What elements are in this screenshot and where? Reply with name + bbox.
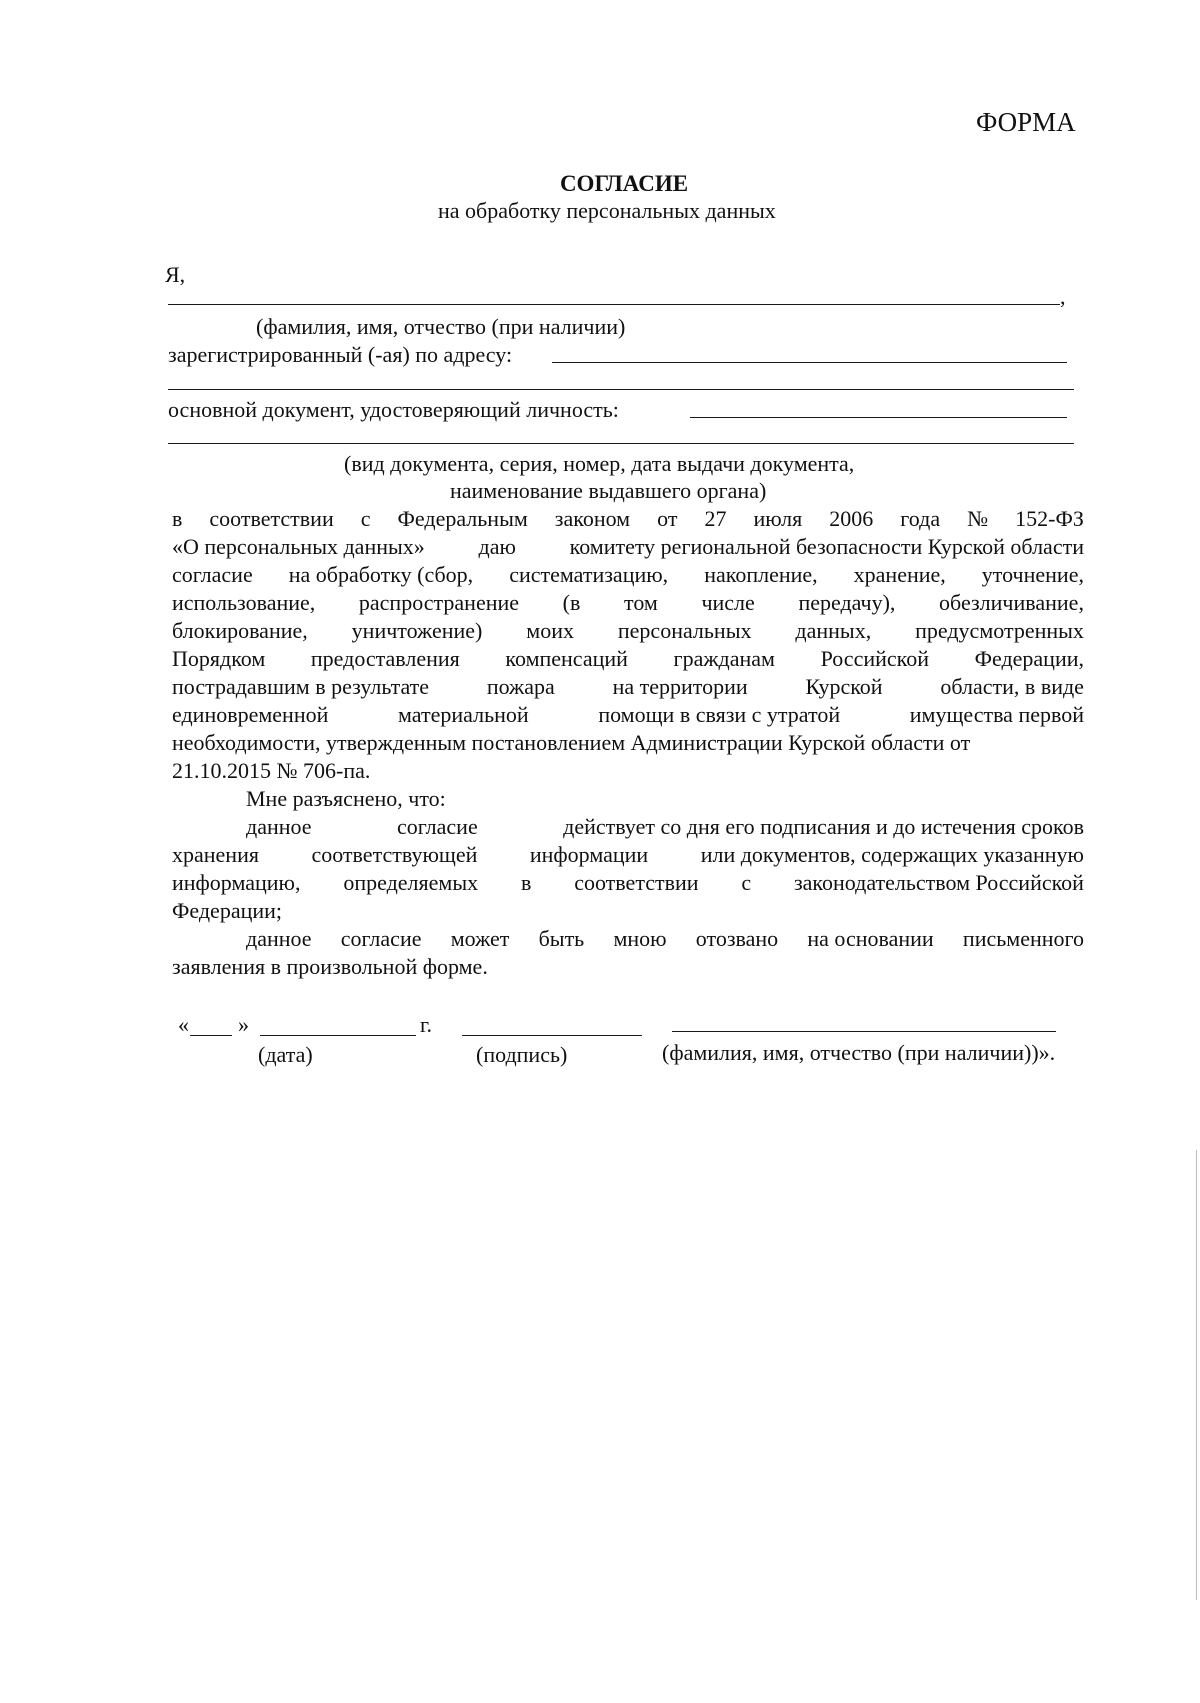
- address-input-continuation[interactable]: [168, 366, 1072, 390]
- clause1-line-2: хранения соответствующей информации или документов, содержащих указанную: [172, 842, 1084, 867]
- clause1-last-line: Федерации;: [172, 898, 283, 923]
- form-label: ФОРМА: [976, 107, 1076, 137]
- body-line-9: необходимости, утвержденным постановлением Администрации Курской области от: [172, 730, 971, 755]
- signature-caption: (подпись): [476, 1042, 568, 1067]
- signature-fio-input[interactable]: [672, 1008, 1056, 1032]
- date-day-input[interactable]: [190, 1010, 232, 1034]
- body-line-4: использование, распространение (в том числе передачу), обезличивание,: [172, 590, 1084, 615]
- document-caption-line-2: наименование выдавшего органа): [450, 478, 767, 503]
- body-line-3: согласие на обработку (сбор, систематизацию, накопление, хранение, уточнение,: [172, 562, 1084, 587]
- document-input-continuation[interactable]: [168, 421, 1072, 445]
- clause2-line-1: данное согласие может быть мною отозвано на основании письменного: [246, 926, 1084, 951]
- address-label: зарегистрированный (-ая) по адресу:: [168, 342, 513, 367]
- date-open-quote: «: [178, 1012, 189, 1037]
- body-line-7: пострадавшим в результате пожара на территории Курской области, в виде: [172, 674, 1084, 699]
- date-month-input[interactable]: [260, 1010, 416, 1034]
- name-input-underline: [168, 304, 1060, 305]
- document-subtitle: на обработку персональных данных: [438, 198, 776, 223]
- date-close-quote: »: [238, 1012, 249, 1037]
- name-input-suffix: ,: [1060, 284, 1066, 309]
- body-line-5: блокирование, уничтожение) моих персональных данных, предусмотренных: [172, 618, 1084, 643]
- fio-caption: (фамилия, имя, отчество (при наличии))».: [662, 1040, 1056, 1065]
- signature-underline: [462, 1035, 642, 1036]
- address-input[interactable]: [552, 340, 1066, 364]
- explained-label: Мне разъяснено, что:: [246, 786, 446, 811]
- name-input[interactable]: [168, 282, 1058, 306]
- document-input-underline: [690, 417, 1067, 418]
- body-line-6: Порядком предоставления компенсаций гражданам Российской Федерации,: [172, 646, 1084, 671]
- address-continuation-underline: [168, 389, 1074, 390]
- document-title: СОГЛАСИЕ: [559, 171, 689, 196]
- body-line-2: «О персональных данных» даю комитету региональной безопасности Курской области: [172, 534, 1084, 559]
- i-label: Я,: [165, 262, 186, 287]
- body-last-line: 21.10.2015 № 706-па.: [172, 758, 371, 783]
- clause1-line-1: данное согласие действует со дня его подписания и до истечения сроков: [246, 814, 1084, 839]
- document-input[interactable]: [690, 394, 1066, 418]
- clause1-line-3: информацию, определяемых в соответствии с законодательством Российской: [172, 870, 1084, 895]
- signature-fio-underline: [672, 1031, 1056, 1032]
- signature-input[interactable]: [462, 1010, 642, 1034]
- date-month-underline: [260, 1035, 416, 1036]
- body-line-1: в соответствии с Федеральным законом от 27 июля 2006 года № 152-ФЗ: [172, 506, 1084, 531]
- document-continuation-underline: [168, 443, 1074, 444]
- document-label: основной документ, удостоверяющий личность:: [168, 397, 619, 422]
- date-day-underline: [190, 1035, 232, 1036]
- date-year-suffix: г.: [420, 1012, 433, 1037]
- document-caption-line-1: (вид документа, серия, номер, дата выдачи документа,: [344, 451, 855, 476]
- scan-edge-line: [1196, 1150, 1197, 1600]
- clause2-last-line: заявления в произвольной форме.: [172, 954, 488, 979]
- date-caption: (дата): [258, 1042, 313, 1067]
- name-caption: (фамилия, имя, отчество (при наличии): [256, 314, 626, 339]
- address-input-underline: [552, 362, 1067, 363]
- body-line-8: единовременной материальной помощи в связи с утратой имущества первой: [172, 702, 1084, 727]
